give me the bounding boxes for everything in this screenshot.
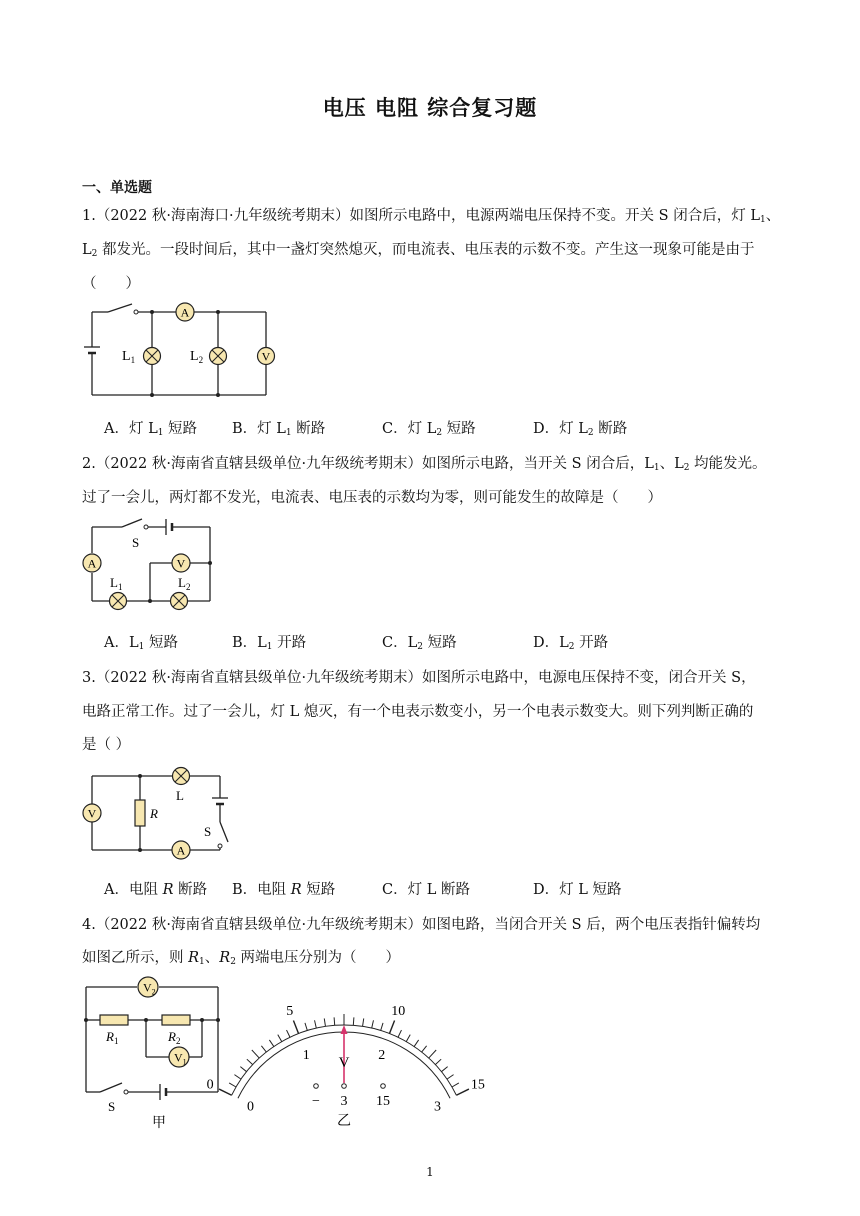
dial-tick — [278, 1035, 282, 1042]
dial-tick — [381, 1023, 383, 1031]
dial-tick — [324, 1018, 325, 1026]
q1-line3: （ ） — [82, 276, 140, 292]
q3-line1: 3.（2022 秋·海南省直辖县级单位·九年级统考期末）如图所示电路中，电源电压保持不变，闭合开关 S， — [82, 670, 756, 686]
q2-voltmeter-label: V — [176, 556, 186, 571]
q2-ammeter-label: A — [87, 556, 97, 571]
dial-tick — [229, 1083, 236, 1087]
q1-option-d[interactable]: D．灯 $L_2$ 断路 — [533, 421, 628, 438]
dial-tick — [353, 1017, 354, 1025]
q4-r2-label: $R_2$ — [168, 1029, 181, 1046]
q3-option-d[interactable]: D．灯 L 短路 — [533, 882, 622, 898]
dial-tick — [261, 1046, 266, 1052]
dial-terminal-15: 15 — [376, 1094, 390, 1109]
q1-circuit-diagram — [80, 300, 280, 400]
dial-tick — [452, 1083, 459, 1087]
page-number: 1 — [426, 1165, 434, 1179]
dial-inner-label-0: 0 — [247, 1099, 254, 1115]
q3-resistor-icon — [135, 800, 145, 826]
dial-tick — [305, 1023, 307, 1031]
q2-option-b[interactable]: B．$L_1$ 开路 — [232, 635, 307, 652]
q1-option-b[interactable]: B．灯 $L_1$ 断路 — [232, 421, 326, 438]
q3-voltmeter-label: V — [87, 806, 97, 821]
dial-tick — [406, 1035, 410, 1042]
q2-circuit-diagram — [80, 515, 220, 615]
dial-outer-label-0: 0 — [206, 1077, 214, 1093]
dial-needle-tip — [341, 1025, 348, 1034]
q1-lamp2-label: $L_2$ — [190, 349, 204, 365]
dial-tick — [414, 1040, 418, 1047]
q4-caption-yi: 乙 — [337, 1114, 351, 1129]
q2-switch-label: S — [132, 535, 140, 550]
q2-option-c[interactable]: C．$L_2$ 短路 — [382, 635, 457, 652]
q2-option-d[interactable]: D．$L_2$ 开路 — [533, 635, 609, 652]
q2-line2: 过了一会儿，两灯都不发光，电流表、电压表的示数均为零，则可能发生的故障是（ ） — [82, 490, 662, 506]
dial-tick — [334, 1017, 335, 1025]
q4-line1: 4.（2022 秋·海南省直辖县级单位·九年级统考期末）如图电路，当闭合开关 S 后，两个电压表指针偏转均 — [82, 917, 761, 933]
dial-tick — [315, 1020, 317, 1028]
q4-circuit-diagram — [80, 975, 230, 1130]
q4-v1-label: $V_1$ — [174, 1050, 187, 1067]
dial-tick — [456, 1089, 469, 1095]
dial-tick — [422, 1046, 427, 1052]
q3-switch-label: S — [204, 824, 212, 839]
q3-line3: 是（ ） — [82, 737, 131, 753]
q4-voltmeter-dial — [206, 975, 485, 1135]
q3-lamp-label: L — [176, 788, 184, 803]
q3-lamp-icon — [173, 768, 190, 785]
dial-tick — [234, 1075, 241, 1080]
q1-lamp2-icon — [210, 348, 227, 365]
dial-tick — [441, 1067, 447, 1072]
q1-ammeter-label: A — [180, 305, 190, 320]
q1-lamp1-label: $L_1$ — [122, 349, 136, 365]
q4-line2: 如图乙所示，则 $R_1$、$R_2$ 两端电压分别为（ ） — [82, 950, 401, 967]
q2-option-a[interactable]: A．$L_1$ 短路 — [104, 635, 178, 652]
dial-inner-label-1: 1 — [302, 1048, 310, 1064]
dial-tick — [252, 1050, 259, 1058]
q3-ammeter-label: A — [176, 843, 186, 858]
dial-outer-label-5: 5 — [286, 1004, 294, 1020]
dial-tick — [269, 1040, 273, 1047]
q1-line2: $L_2$ 都发光。一段时间后，其中一盏灯突然熄灭，而电流表、电压表的示数不变。产生这一现象可能是由于 — [82, 242, 755, 259]
dial-terminal-minus: − — [312, 1094, 320, 1109]
dial-tick — [372, 1020, 374, 1028]
dial-tick — [389, 1021, 394, 1034]
q3-resistor-label: R — [150, 806, 158, 821]
q2-lamp2-icon — [171, 593, 188, 610]
q2-line1: 2.（2022 秋·海南省直辖县级单位·九年级统考期末）如图所示电路，当开关 S 闭合后，$L_1$、$L_2$ 均能发光。 — [82, 456, 767, 473]
dial-tick — [287, 1030, 290, 1037]
dial-tick — [247, 1059, 253, 1064]
q3-option-c[interactable]: C．灯 L 断路 — [382, 882, 470, 898]
q3-line2: 电路正常工作。过了一会儿，灯 L 熄灭，有一个电表示数变小，另一个电表示数变大。则下列判断正确的 — [82, 704, 754, 720]
page-title: 电压 电阻 综合复习题 — [322, 96, 538, 120]
dial-tick — [363, 1018, 364, 1026]
section-heading: 一、单选题 — [82, 180, 152, 196]
q4-r1-label: $R_1$ — [106, 1029, 119, 1046]
dial-inner-label-2: 2 — [378, 1048, 386, 1064]
q1-voltmeter-label: V — [261, 349, 271, 364]
q4-caption-jia: 甲 — [152, 1116, 166, 1131]
dial-tick — [435, 1059, 441, 1064]
q2-lamp1-label: $L_1$ — [110, 575, 123, 592]
dial-tick — [429, 1050, 436, 1058]
dial-outer-label-15: 15 — [470, 1077, 485, 1093]
q3-option-b[interactable]: B．电阻 R 短路 — [232, 882, 336, 898]
q1-line1: 1.（2022 秋·海南海口·九年级统考期末）如图所示电路中，电源两端电压保持不变。开关 S 闭合后，灯 $L_1$、 — [82, 208, 781, 225]
dial-meter-symbol: V — [338, 1055, 350, 1071]
dial-tick — [398, 1030, 401, 1037]
q2-lamp2-label: $L_2$ — [178, 575, 191, 592]
q4-v2-label: $V_2$ — [143, 980, 156, 997]
q4-switch-label: S — [108, 1099, 116, 1114]
q4-r2-icon — [162, 1015, 190, 1025]
q4-r1-icon — [100, 1015, 128, 1025]
dial-inner-label-3: 3 — [434, 1099, 441, 1115]
q3-option-a[interactable]: A．电阻 R 断路 — [104, 882, 208, 898]
q2-lamp1-icon — [110, 593, 127, 610]
dial-terminal-3: 3 — [340, 1094, 348, 1109]
q1-option-a[interactable]: A．灯 $L_1$ 短路 — [104, 421, 198, 438]
dial-tick — [240, 1067, 246, 1072]
dial-tick — [293, 1021, 298, 1034]
dial-outer-label-10: 10 — [391, 1004, 406, 1020]
q1-option-c[interactable]: C．灯 $L_2$ 短路 — [382, 421, 476, 438]
dial-terminals — [314, 1084, 386, 1089]
dial-tick — [447, 1075, 454, 1080]
q3-circuit-diagram — [80, 762, 240, 862]
q1-lamp1-icon — [144, 348, 161, 365]
